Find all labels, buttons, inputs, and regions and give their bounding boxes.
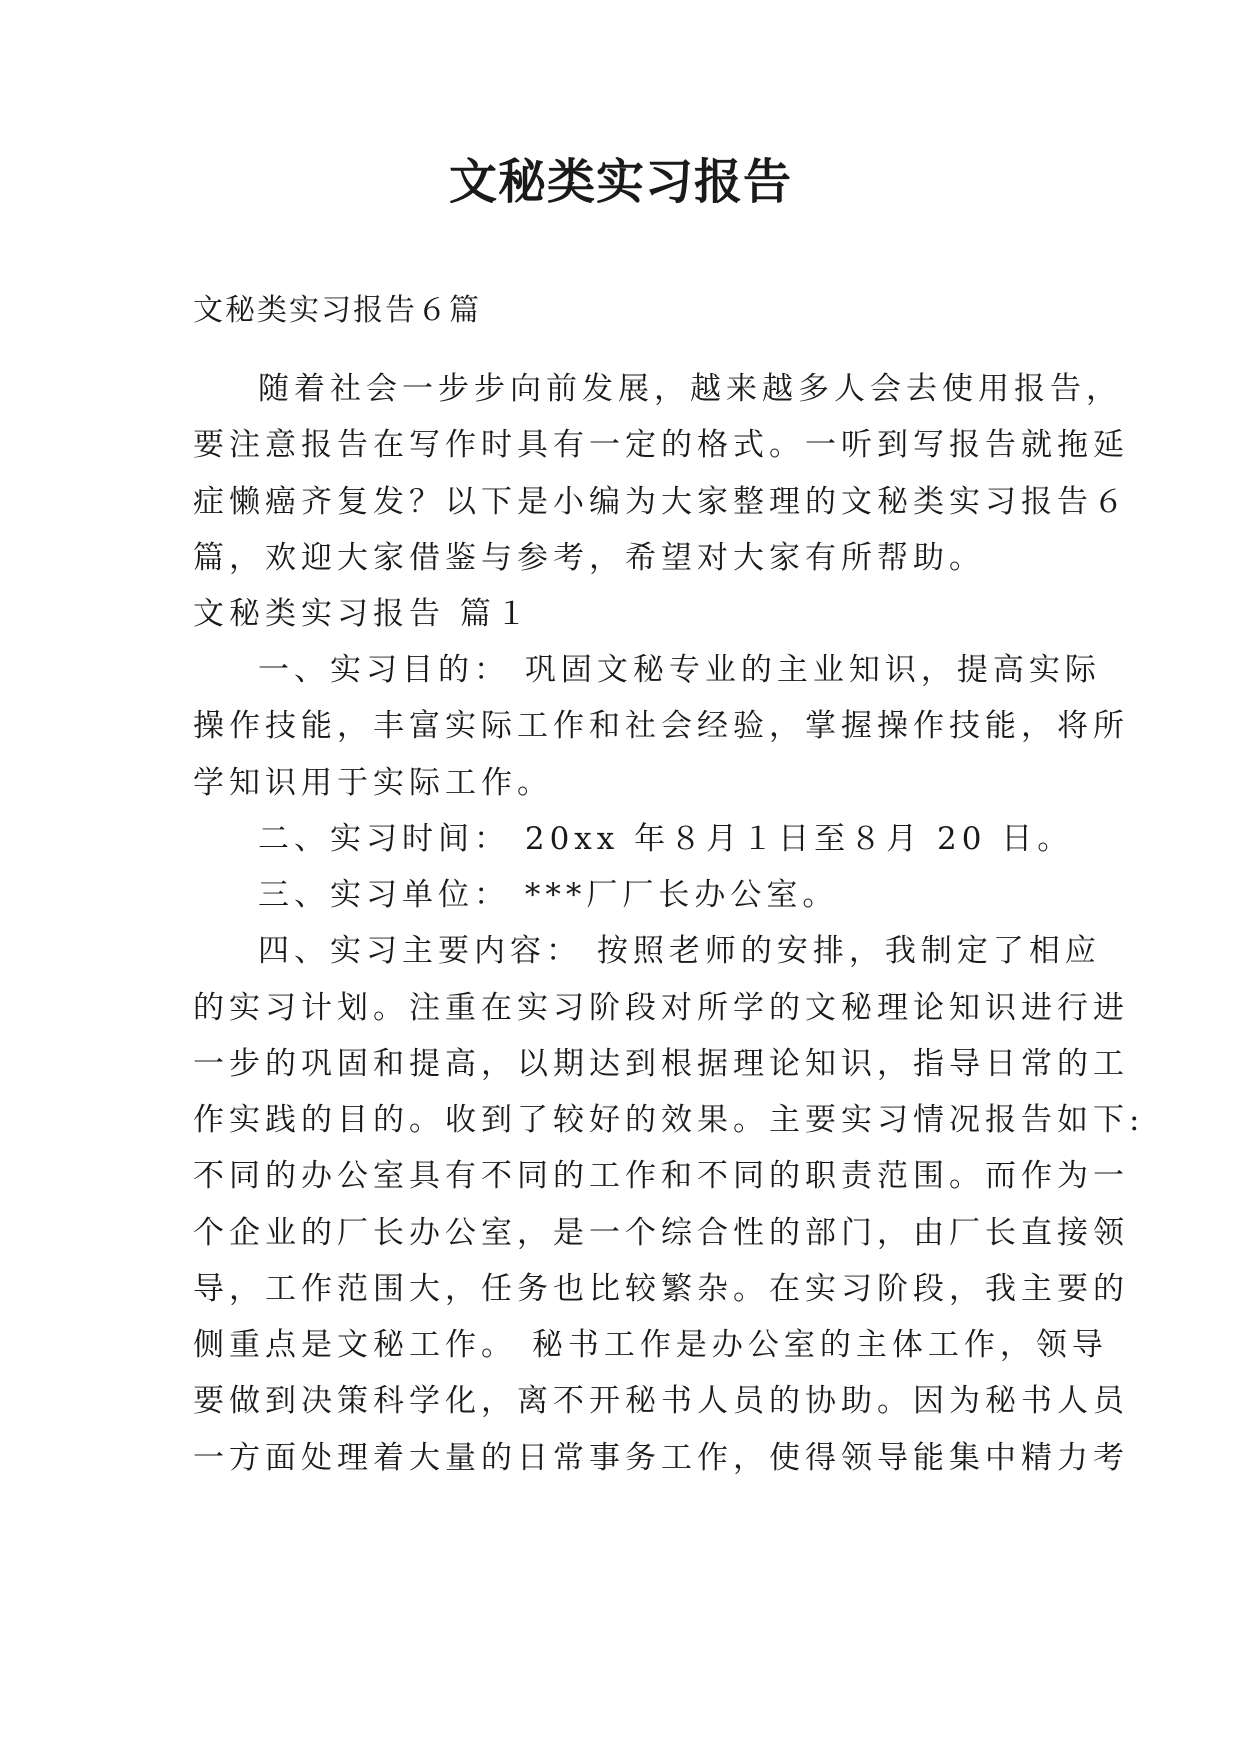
document-subtitle: 文秘类实习报告６篇: [193, 293, 481, 328]
paragraph-line: 症懒癌齐复发？以下是小编为大家整理的文秘类实习报告６: [193, 484, 1129, 520]
paragraph-line: 不同的办公室具有不同的工作和不同的职责范围。而作为一: [193, 1158, 1129, 1194]
paragraph-line: 四、实习主要内容： 按照老师的安排，我制定了相应: [258, 933, 1101, 969]
paragraph-line: 一步的巩固和提高，以期达到根据理论知识，指导日常的工: [193, 1046, 1129, 1082]
paragraph-line: 的实习计划。注重在实习阶段对所学的文秘理论知识进行进: [193, 990, 1129, 1026]
paragraph-line: 导，工作范围大，任务也比较繁杂。在实习阶段，我主要的: [193, 1271, 1129, 1307]
paragraph-line: 侧重点是文秘工作。 秘书工作是办公室的主体工作，领导: [193, 1327, 1108, 1363]
paragraph-line: 一方面处理着大量的日常事务工作，使得领导能集中精力考: [193, 1440, 1129, 1476]
paragraph-line: 个企业的厂长办公室，是一个综合性的部门，由厂长直接领: [193, 1215, 1129, 1251]
paragraph-line: 二、实习时间： 20xx 年８月１日至８月 20 日。: [258, 821, 1074, 857]
paragraph-line: 要注意报告在写作时具有一定的格式。一听到写报告就拖延: [193, 427, 1129, 463]
paragraph-line: 学知识用于实际工作。: [193, 765, 553, 801]
paragraph-line: 要做到决策科学化，离不开秘书人员的协助。因为秘书人员: [193, 1383, 1129, 1419]
section-heading: 文秘类实习报告 篇１: [193, 596, 532, 632]
paragraph-line: 操作技能，丰富实际工作和社会经验，掌握操作技能，将所: [193, 708, 1129, 744]
paragraph-line: 随着社会一步步向前发展，越来越多人会去使用报告，: [258, 371, 1122, 407]
paragraph-line: 作实践的目的。收到了较好的效果。主要实习情况报告如下:: [193, 1102, 1145, 1138]
paragraph-line: 一、实习目的： 巩固文秘专业的主业知识，提高实际: [258, 652, 1101, 688]
paragraph-line: 篇，欢迎大家借鉴与参考，希望对大家有所帮助。: [193, 540, 985, 576]
document-title: 文秘类实习报告: [448, 154, 792, 210]
paragraph-line: 三、实习单位： ***厂厂长办公室。: [258, 877, 839, 913]
